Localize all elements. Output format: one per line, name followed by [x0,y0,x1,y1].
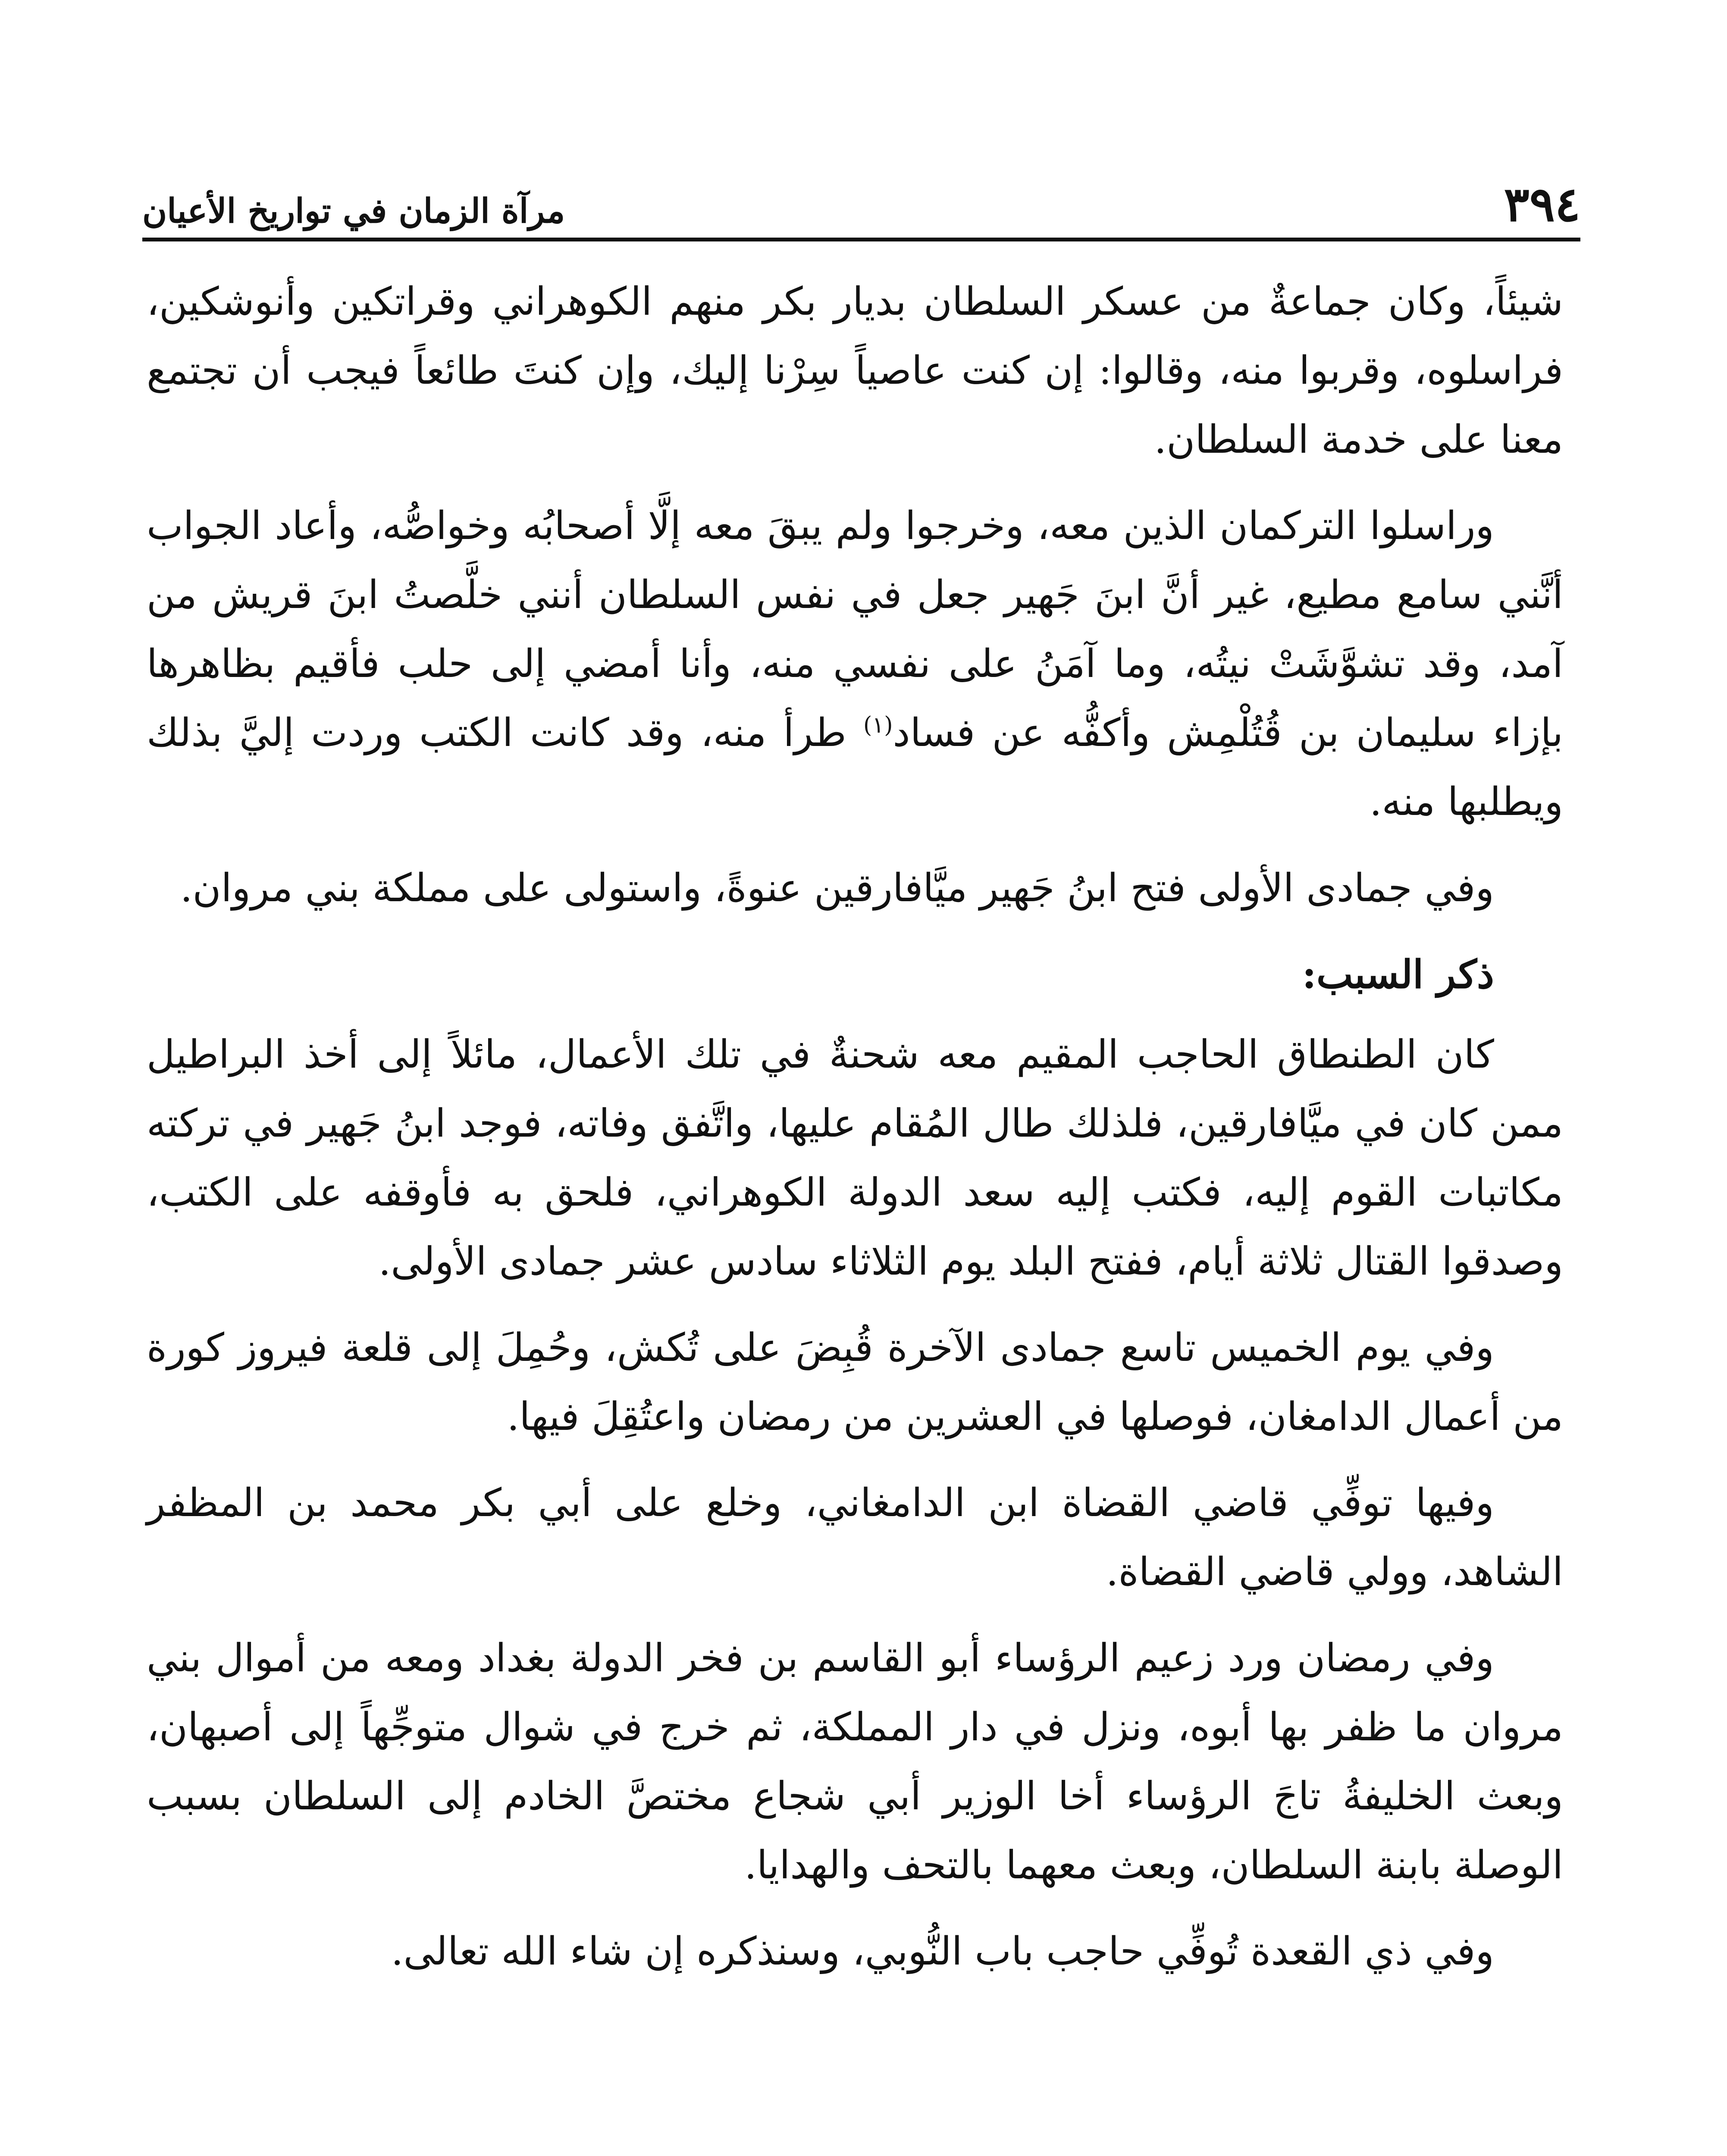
paragraph: وفي جمادى الأولى فتح ابنُ جَهير ميَّافارقين عنوةً، واستولى على مملكة بني مروان. [180,865,1494,911]
page-header [142,160,1580,241]
paragraph-text: وراسلوا التركمان الذين معه، وخرجوا ولم يبقَ معه إلَّا أصحابُه وخواصُّه، وأعاد الجواب أنَّني سامع مطيع، غير أنَّ ابنَ جَهير جعل في نفس السلطان أنني خلَّصتُ ابنَ قريش من آمد، وقد تشوَّشَتْ نيتُه، وما آمَنُ على نفسي منه، وأنا أمضي إلى حلب فأقيم بظاهرها بإزاء سليمان بن قُتُلْمِش وأكفُّه عن فساد [147,503,1564,755]
paragraph: وفي يوم الخميس تاسع جمادى الآخرة قُبِضَ على تُكش، وحُمِلَ إلى قلعة فيروز كورة من أعمال الدامغان، فوصلها في العشرين من رمضان واعتُقِلَ فيها. [147,1325,1563,1439]
paragraph: وفي ذي القعدة تُوفِّي حاجب باب النُّوبي، وسنذكره إن شاء الله تعالى. [391,1929,1494,1974]
paragraph: كان الطنطاق الحاجب المقيم معه شحنةٌ في تلك الأعمال، مائلاً إلى أخذ البراطيل ممن كان في ميَّافارقين، فلذلك طال المُقام عليها، واتَّفق وفاته، فوجد ابنُ جَهير في تركته مكاتبات القوم إليه، فكتب إليه سعد الدولة الكوهراني، فلحق به فأوقفه على الكتب، وصدقوا القتال ثلاثة أيام، ففتح البلد يوم الثلاثاء سادس عشر جمادى الأولى. [147,1032,1563,1284]
paragraph [147,492,1563,837]
section-heading: ذكر السبب: [1302,952,1494,997]
page-number: ٣٩٤ [1504,176,1580,232]
paragraph-text: طرأ منه، وقد كانت الكتب وردت إليَّ بذلك ويطلبها منه. [147,710,1563,824]
footnote-marker: (١) [863,712,893,738]
paragraph: شيئاً، وكان جماعةٌ من عسكر السلطان بديار بكر منهم الكوهراني وقراتكين وأنوشكين، فراسلوه، وقربوا منه، وقالوا: إن كنت عاصياً سِرْنا إليك، وإن كنتَ طائعاً فيجب أن تجتمع معنا على خدمة السلطان. [147,279,1563,462]
running-title: مرآة الزمان في تواريخ الأعيان [142,191,565,231]
paragraph: وفي رمضان ورد زعيم الرؤساء أبو القاسم بن فخر الدولة بغداد ومعه من أموال بني مروان ما ظفر بها أبوه، ونزل في دار المملكة، ثم خرج في شوال متوجِّهاً إلى أصبهان، وبعث الخليفةُ تاجَ الرؤساء أخا الوزير أبي شجاع مختصَّ الخادم إلى السلطان بسبب الوصلة بابنة السلطان، وبعث معهما بالتحف والهدايا. [147,1636,1563,1888]
body-text [147,267,1563,2003]
paragraph: وفيها توفِّي قاضي القضاة ابن الدامغاني، وخلع على أبي بكر محمد بن المظفر الشاهد، وولي قاضي القضاة. [147,1480,1563,1595]
